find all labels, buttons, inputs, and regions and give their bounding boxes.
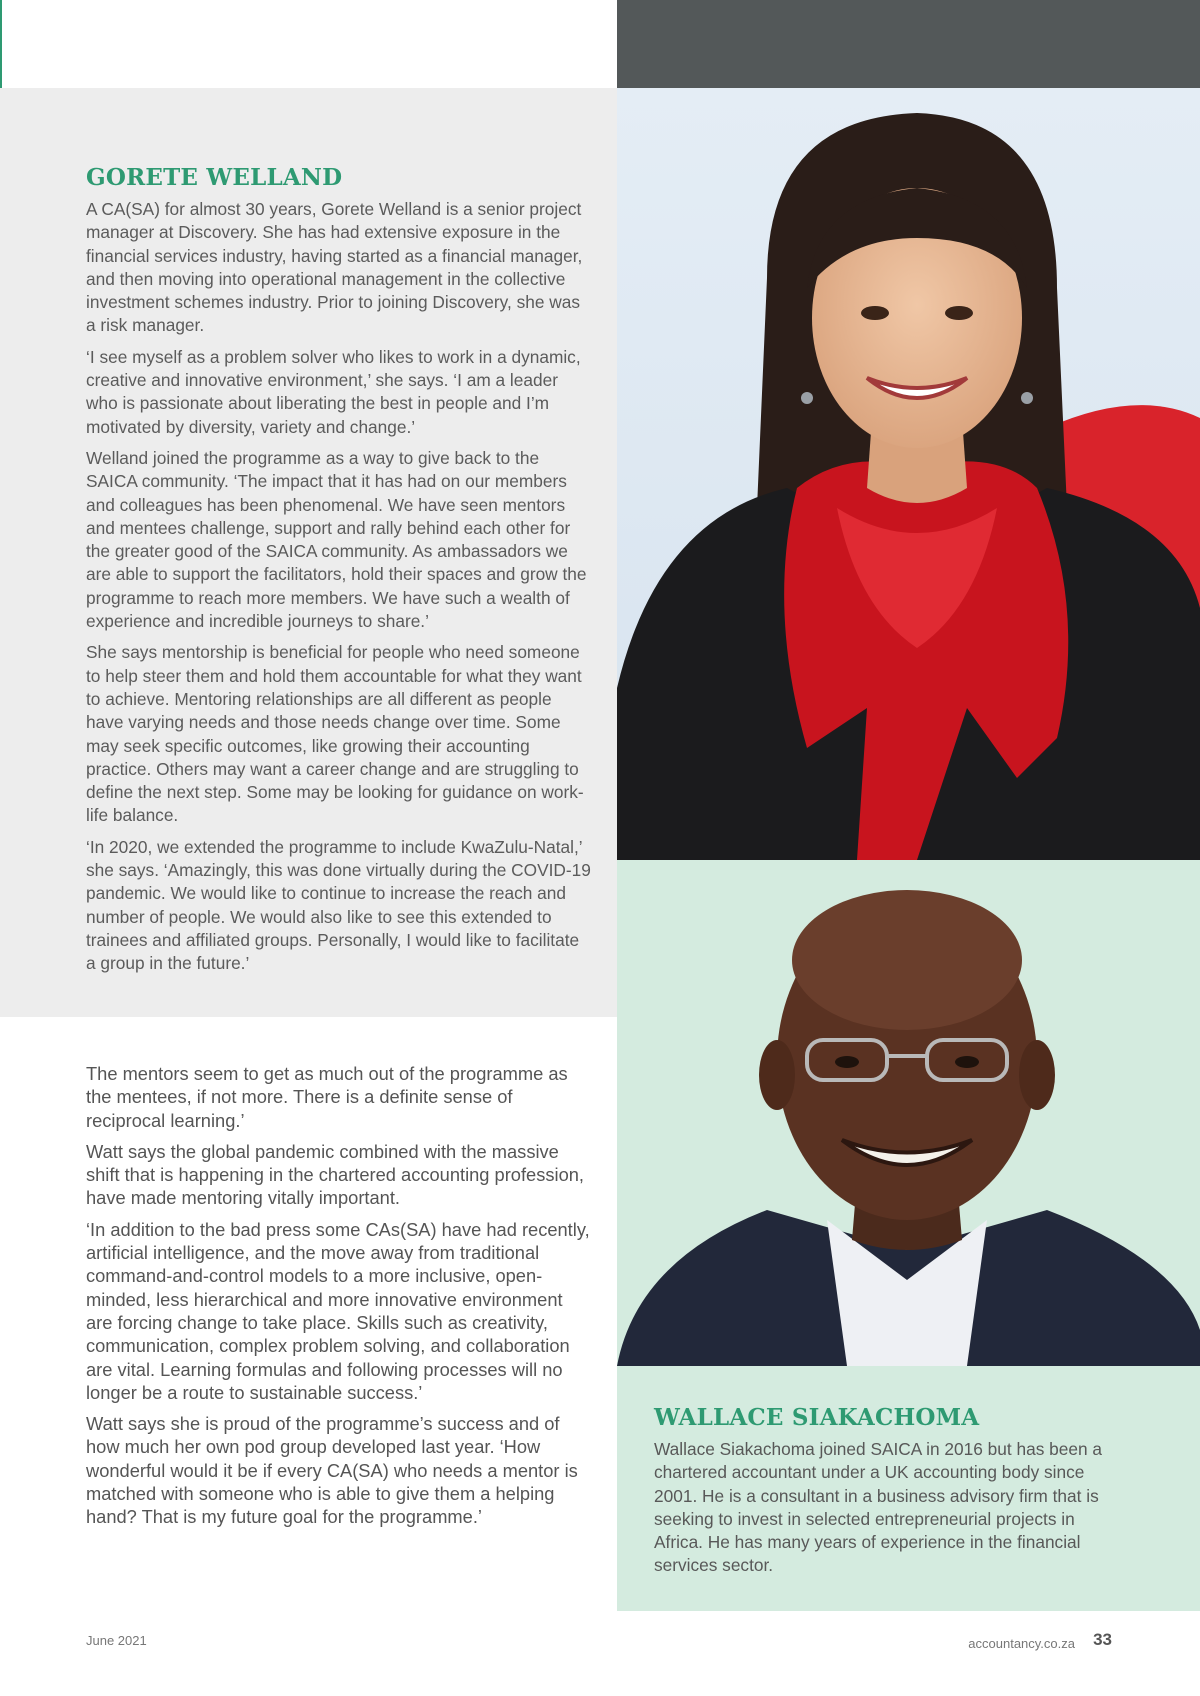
- welland-paragraph-3: Welland joined the programme as a way to give back to the SAICA community. ‘The impact that it has had on our members and colleagues has been phenomenal. We have seen mentors and mentees challenge, support and rally behind each other for the greater good of the SAICA community. As ambassadors we are able to support the facilitators, hold their spaces and grow the programme to reach more members. We have such a wealth of experience and incredible journeys to share.’: [86, 447, 587, 632]
- article-paragraph-3: ‘In addition to the bad press some CAs(SA) have had recently, artificial intelligence, and the move away from traditional command-and-control models to a more inclusive, open-minded, less hierarchical and more innovative environment are forcing change to take place. Skills such as creativity, communication, complex problem solving, and collaboration are vital. Learning formulas and following processes will no longer be a route to sustainable success.’: [86, 1218, 590, 1403]
- siakachoma-paragraph-1: Wallace Siakachoma joined SAICA in 2016 but has been a chartered accountant under a UK accounting body since 2001. He is a consultant in a business advisory firm that is seeking to invest in selected entrepreneurial projects in Africa. He has many years of experience in the financial services sector.: [654, 1439, 1102, 1576]
- article-body: [86, 1062, 592, 1537]
- article-paragraph-1: The mentors seem to get as much out of the programme as the mentees, if not more. There is a definite sense of reciprocal learning.’: [86, 1063, 568, 1131]
- footer-date: June 2021: [86, 1633, 147, 1648]
- welland-profile-panel: [0, 88, 617, 1017]
- article-paragraph-4: Watt says she is proud of the programme’s success and of how much her own pod group developed last year. ‘How wonderful would it be if every CA(SA) who needs a mentor is matched with someone who is able to give them a helping hand? That is my future goal for the programme.’: [86, 1413, 578, 1528]
- welland-paragraph-1: A CA(SA) for almost 30 years, Gorete Welland is a senior project manager at Discovery. She has had extensive exposure in the financial services industry, having started as a financial manager, and then moving into operational management in the collective investment schemes industry. Prior to joining Discovery, she was a risk manager.: [86, 199, 583, 336]
- siakachoma-name-heading: WALLACE SIAKACHOMA: [654, 1404, 980, 1431]
- welland-paragraph-5: ‘In 2020, we extended the programme to include KwaZulu-Natal,’ she says. ‘Amazingly, this was done virtually during the COVID-19 pandemic. We would like to continue to increase the reach and number of people. We would also like to see this extended to trainees and affiliated groups. Personally, I would like to facilitate a group in the future.’: [86, 836, 591, 974]
- footer-website-link[interactable]: accountancy.co.za: [968, 1636, 1075, 1651]
- welland-profile-text: [86, 163, 592, 984]
- page-number: 33: [1093, 1630, 1112, 1649]
- header-band: [617, 0, 1200, 88]
- siakachoma-portrait-photo: [617, 860, 1200, 1366]
- welland-portrait-photo: [617, 88, 1200, 860]
- welland-paragraph-2: ‘I see myself as a problem solver who likes to work in a dynamic, creative and innovative environment,’ she says. ‘I am a leader who is passionate about liberating the best in people and I’m motivated by diversity, variety and change.’: [86, 346, 581, 437]
- siakachoma-profile-panel: [617, 1366, 1200, 1611]
- welland-paragraph-4: She says mentorship is beneficial for people who need someone to help steer them and hold them accountable for what they want to achieve. Mentoring relationships are all different as people have varying needs and those needs change over time. Some may seek specific outcomes, like growing their accounting practice. Others may want a career change and are struggling to define the next step. Some may be looking for guidance on work-life balance.: [86, 642, 584, 826]
- article-paragraph-2: Watt says the global pandemic combined with the massive shift that is happening in the chartered accounting profession, have made mentoring vitally important.: [86, 1140, 584, 1209]
- accent-rule: [0, 0, 2, 88]
- siakachoma-profile-text: [654, 1403, 1124, 1586]
- welland-name-heading: GORETE WELLAND: [86, 164, 343, 191]
